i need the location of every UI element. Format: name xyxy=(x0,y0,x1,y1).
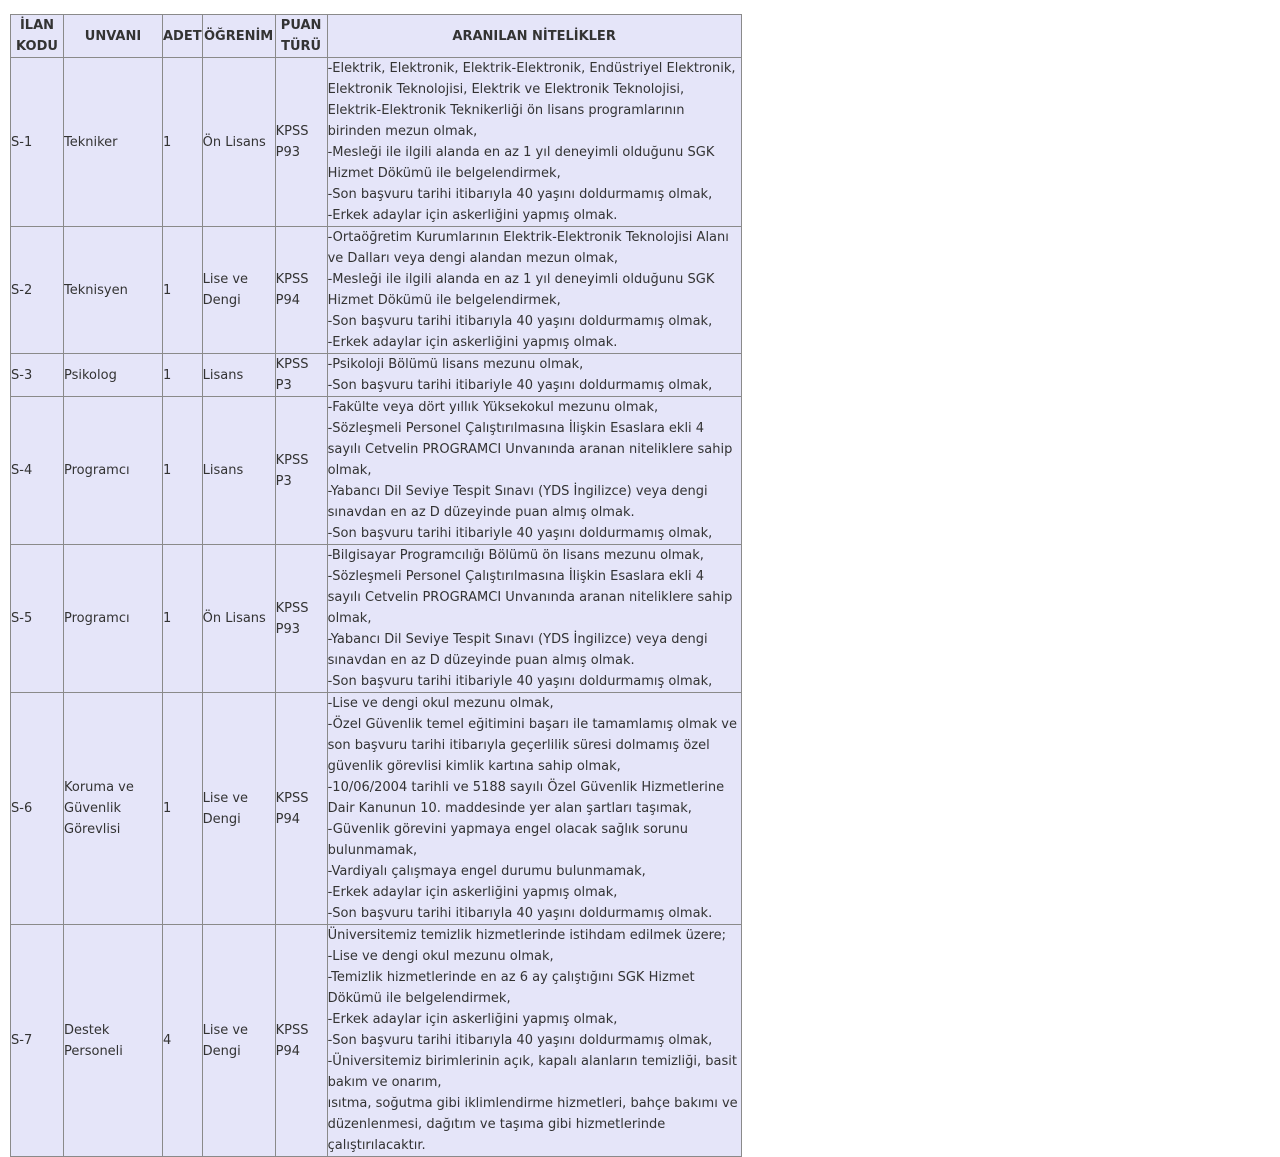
requirement-line: Üniversitemiz temizlik hizmetlerinde istihdam edilmek üzere; xyxy=(327,928,727,943)
cell-code: S-4 xyxy=(11,397,64,545)
requirement-line: -Mesleği ile ilgili alanda en az 1 yıl deneyimli olduğunu SGK Hizmet Dökümü ile belgelendirmek, xyxy=(327,272,715,308)
requirement-line: -Güvenlik görevini yapmaya engel olacak sağlık sorunu bulunmamak, xyxy=(327,822,688,858)
cell-education: Lisans xyxy=(202,354,275,397)
cell-code: S-2 xyxy=(11,227,64,354)
table-row xyxy=(11,545,742,693)
cell-score-type: KPSS P3 xyxy=(275,354,327,397)
cell-code: S-7 xyxy=(11,925,64,1157)
cell-title: Programcı xyxy=(64,545,163,693)
requirement-line: -Lise ve dengi okul mezunu olmak, xyxy=(327,949,554,964)
cell-count: 1 xyxy=(163,693,203,925)
cell-score-type: KPSS P3 xyxy=(275,397,327,545)
cell-education: Ön Lisans xyxy=(202,545,275,693)
requirement-line: -Son başvuru tarihi itibariyle 40 yaşını doldurmamış olmak, xyxy=(327,378,713,393)
cell-code: S-5 xyxy=(11,545,64,693)
cell-requirements xyxy=(327,354,741,397)
requirement-line: -Bilgisayar Programcılığı Bölümü ön lisans mezunu olmak, xyxy=(327,548,704,563)
requirement-line: -Son başvuru tarihi itibariyle 40 yaşını doldurmamış olmak, xyxy=(327,674,713,689)
header-requirements: ARANILAN NİTELİKLER xyxy=(327,15,741,58)
cell-count: 1 xyxy=(163,58,203,227)
requirement-line: -Erkek adaylar için askerliğini yapmış olmak, xyxy=(327,1012,618,1027)
cell-education: Lise ve Dengi xyxy=(202,227,275,354)
cell-title: Koruma ve Güvenlik Görevlisi xyxy=(64,693,163,925)
header-code: İLAN KODU xyxy=(11,15,64,58)
header-education: ÖĞRENİM xyxy=(202,15,275,58)
cell-score-type: KPSS P94 xyxy=(275,227,327,354)
requirement-line: -Erkek adaylar için askerliğini yapmış olmak. xyxy=(327,335,618,350)
cell-requirements xyxy=(327,397,741,545)
requirement-line: -Erkek adaylar için askerliğini yapmış olmak. xyxy=(327,208,618,223)
requirement-line: -Elektrik, Elektronik, Elektrik-Elektronik, Endüstriyel Elektronik, Elektronik Teknolojisi, Elektrik ve Elektronik Teknolojisi, Elektrik-Elektronik Teknikerliği ön lisans programlarının birinden mezun olmak, xyxy=(327,61,736,139)
table-row xyxy=(11,354,742,397)
requirement-line: -Son başvuru tarihi itibarıyla 40 yaşını doldurmamış olmak. xyxy=(327,906,713,921)
requirement-line: -Son başvuru tarihi itibarıyla 40 yaşını doldurmamış olmak, xyxy=(327,1033,713,1048)
requirement-line: -Psikoloji Bölümü lisans mezunu olmak, xyxy=(327,357,584,372)
cell-title: Destek Personeli xyxy=(64,925,163,1157)
cell-score-type: KPSS P93 xyxy=(275,545,327,693)
table-row xyxy=(11,58,742,227)
requirement-line: -Üniversitemiz birimlerinin açık, kapalı alanların temizliği, basit bakım ve onarım, xyxy=(327,1054,737,1090)
cell-requirements xyxy=(327,545,741,693)
table-row xyxy=(11,693,742,925)
cell-count: 4 xyxy=(163,925,203,1157)
requirement-line: -Sözleşmeli Personel Çalıştırılmasına İlişkin Esaslara ekli 4 sayılı Cetvelin PROGRAMCI Unvanında aranan niteliklere sahip olmak, xyxy=(327,569,733,626)
requirement-line: -Ortaöğretim Kurumlarının Elektrik-Elektronik Teknolojisi Alanı ve Dalları veya dengi alandan mezun olmak, xyxy=(327,230,729,266)
requirement-line: -Temizlik hizmetlerinde en az 6 ay çalıştığını SGK Hizmet Dökümü ile belgelendirmek, xyxy=(327,970,695,1006)
requirement-line: -Son başvuru tarihi itibarıyla 40 yaşını doldurmamış olmak, xyxy=(327,314,713,329)
requirement-line: -Erkek adaylar için askerliğini yapmış olmak, xyxy=(327,885,618,900)
requirement-line: -Mesleği ile ilgili alanda en az 1 yıl deneyimli olduğunu SGK Hizmet Dökümü ile belgelendirmek, xyxy=(327,145,715,181)
cell-title: Tekniker xyxy=(64,58,163,227)
table-row xyxy=(11,227,742,354)
requirement-line: -Sözleşmeli Personel Çalıştırılmasına İlişkin Esaslara ekli 4 sayılı Cetvelin PROGRAMCI Unvanında aranan niteliklere sahip olmak, xyxy=(327,421,733,478)
header-score-type: PUAN TÜRÜ xyxy=(275,15,327,58)
table-row xyxy=(11,397,742,545)
requirement-line: -Fakülte veya dört yıllık Yüksekokul mezunu olmak, xyxy=(327,400,659,415)
requirement-line: -Yabancı Dil Seviye Tespit Sınavı (YDS İngilizce) veya dengi sınavdan en az D düzeyinde puan almış olmak. xyxy=(327,632,708,668)
cell-title: Teknisyen xyxy=(64,227,163,354)
cell-code: S-6 xyxy=(11,693,64,925)
requirement-line: -Son başvuru tarihi itibariyle 40 yaşını doldurmamış olmak, xyxy=(327,526,713,541)
job-listings-table xyxy=(10,14,742,1157)
requirement-line: -10/06/2004 tarihli ve 5188 sayılı Özel Güvenlik Hizmetlerine Dair Kanunun 10. maddesinde yer alan şartları taşımak, xyxy=(327,780,725,816)
cell-education: Lise ve Dengi xyxy=(202,925,275,1157)
cell-title: Programcı xyxy=(64,397,163,545)
cell-requirements xyxy=(327,227,741,354)
cell-requirements xyxy=(327,693,741,925)
cell-count: 1 xyxy=(163,397,203,545)
cell-education: Lise ve Dengi xyxy=(202,693,275,925)
cell-score-type: KPSS P94 xyxy=(275,693,327,925)
cell-requirements xyxy=(327,58,741,227)
cell-count: 1 xyxy=(163,354,203,397)
cell-count: 1 xyxy=(163,227,203,354)
cell-count: 1 xyxy=(163,545,203,693)
header-row xyxy=(11,15,742,58)
table-row xyxy=(11,925,742,1157)
cell-code: S-1 xyxy=(11,58,64,227)
header-title: UNVANI xyxy=(64,15,163,58)
cell-score-type: KPSS P94 xyxy=(275,925,327,1157)
requirement-line: -Özel Güvenlik temel eğitimini başarı ile tamamlamış olmak ve son başvuru tarihi itibarıyla geçerlilik süresi dolmamış özel güvenlik görevlisi kimlik kartına sahip olmak, xyxy=(327,717,737,774)
cell-title: Psikolog xyxy=(64,354,163,397)
cell-score-type: KPSS P93 xyxy=(275,58,327,227)
cell-education: Ön Lisans xyxy=(202,58,275,227)
cell-code: S-3 xyxy=(11,354,64,397)
requirement-line: -Yabancı Dil Seviye Tespit Sınavı (YDS İngilizce) veya dengi sınavdan en az D düzeyinde puan almış olmak. xyxy=(327,484,708,520)
requirement-line: ısıtma, soğutma gibi iklimlendirme hizmetleri, bahçe bakımı ve düzenlenmesi, dağıtım ve taşıma gibi hizmetlerinde çalıştırılacaktır. xyxy=(327,1096,738,1153)
requirement-line: -Lise ve dengi okul mezunu olmak, xyxy=(327,696,554,711)
requirement-line: -Vardiyalı çalışmaya engel durumu bulunmamak, xyxy=(327,864,646,879)
cell-requirements xyxy=(327,925,741,1157)
cell-education: Lisans xyxy=(202,397,275,545)
header-count: ADET xyxy=(163,15,203,58)
requirement-line: -Son başvuru tarihi itibarıyla 40 yaşını doldurmamış olmak, xyxy=(327,187,713,202)
